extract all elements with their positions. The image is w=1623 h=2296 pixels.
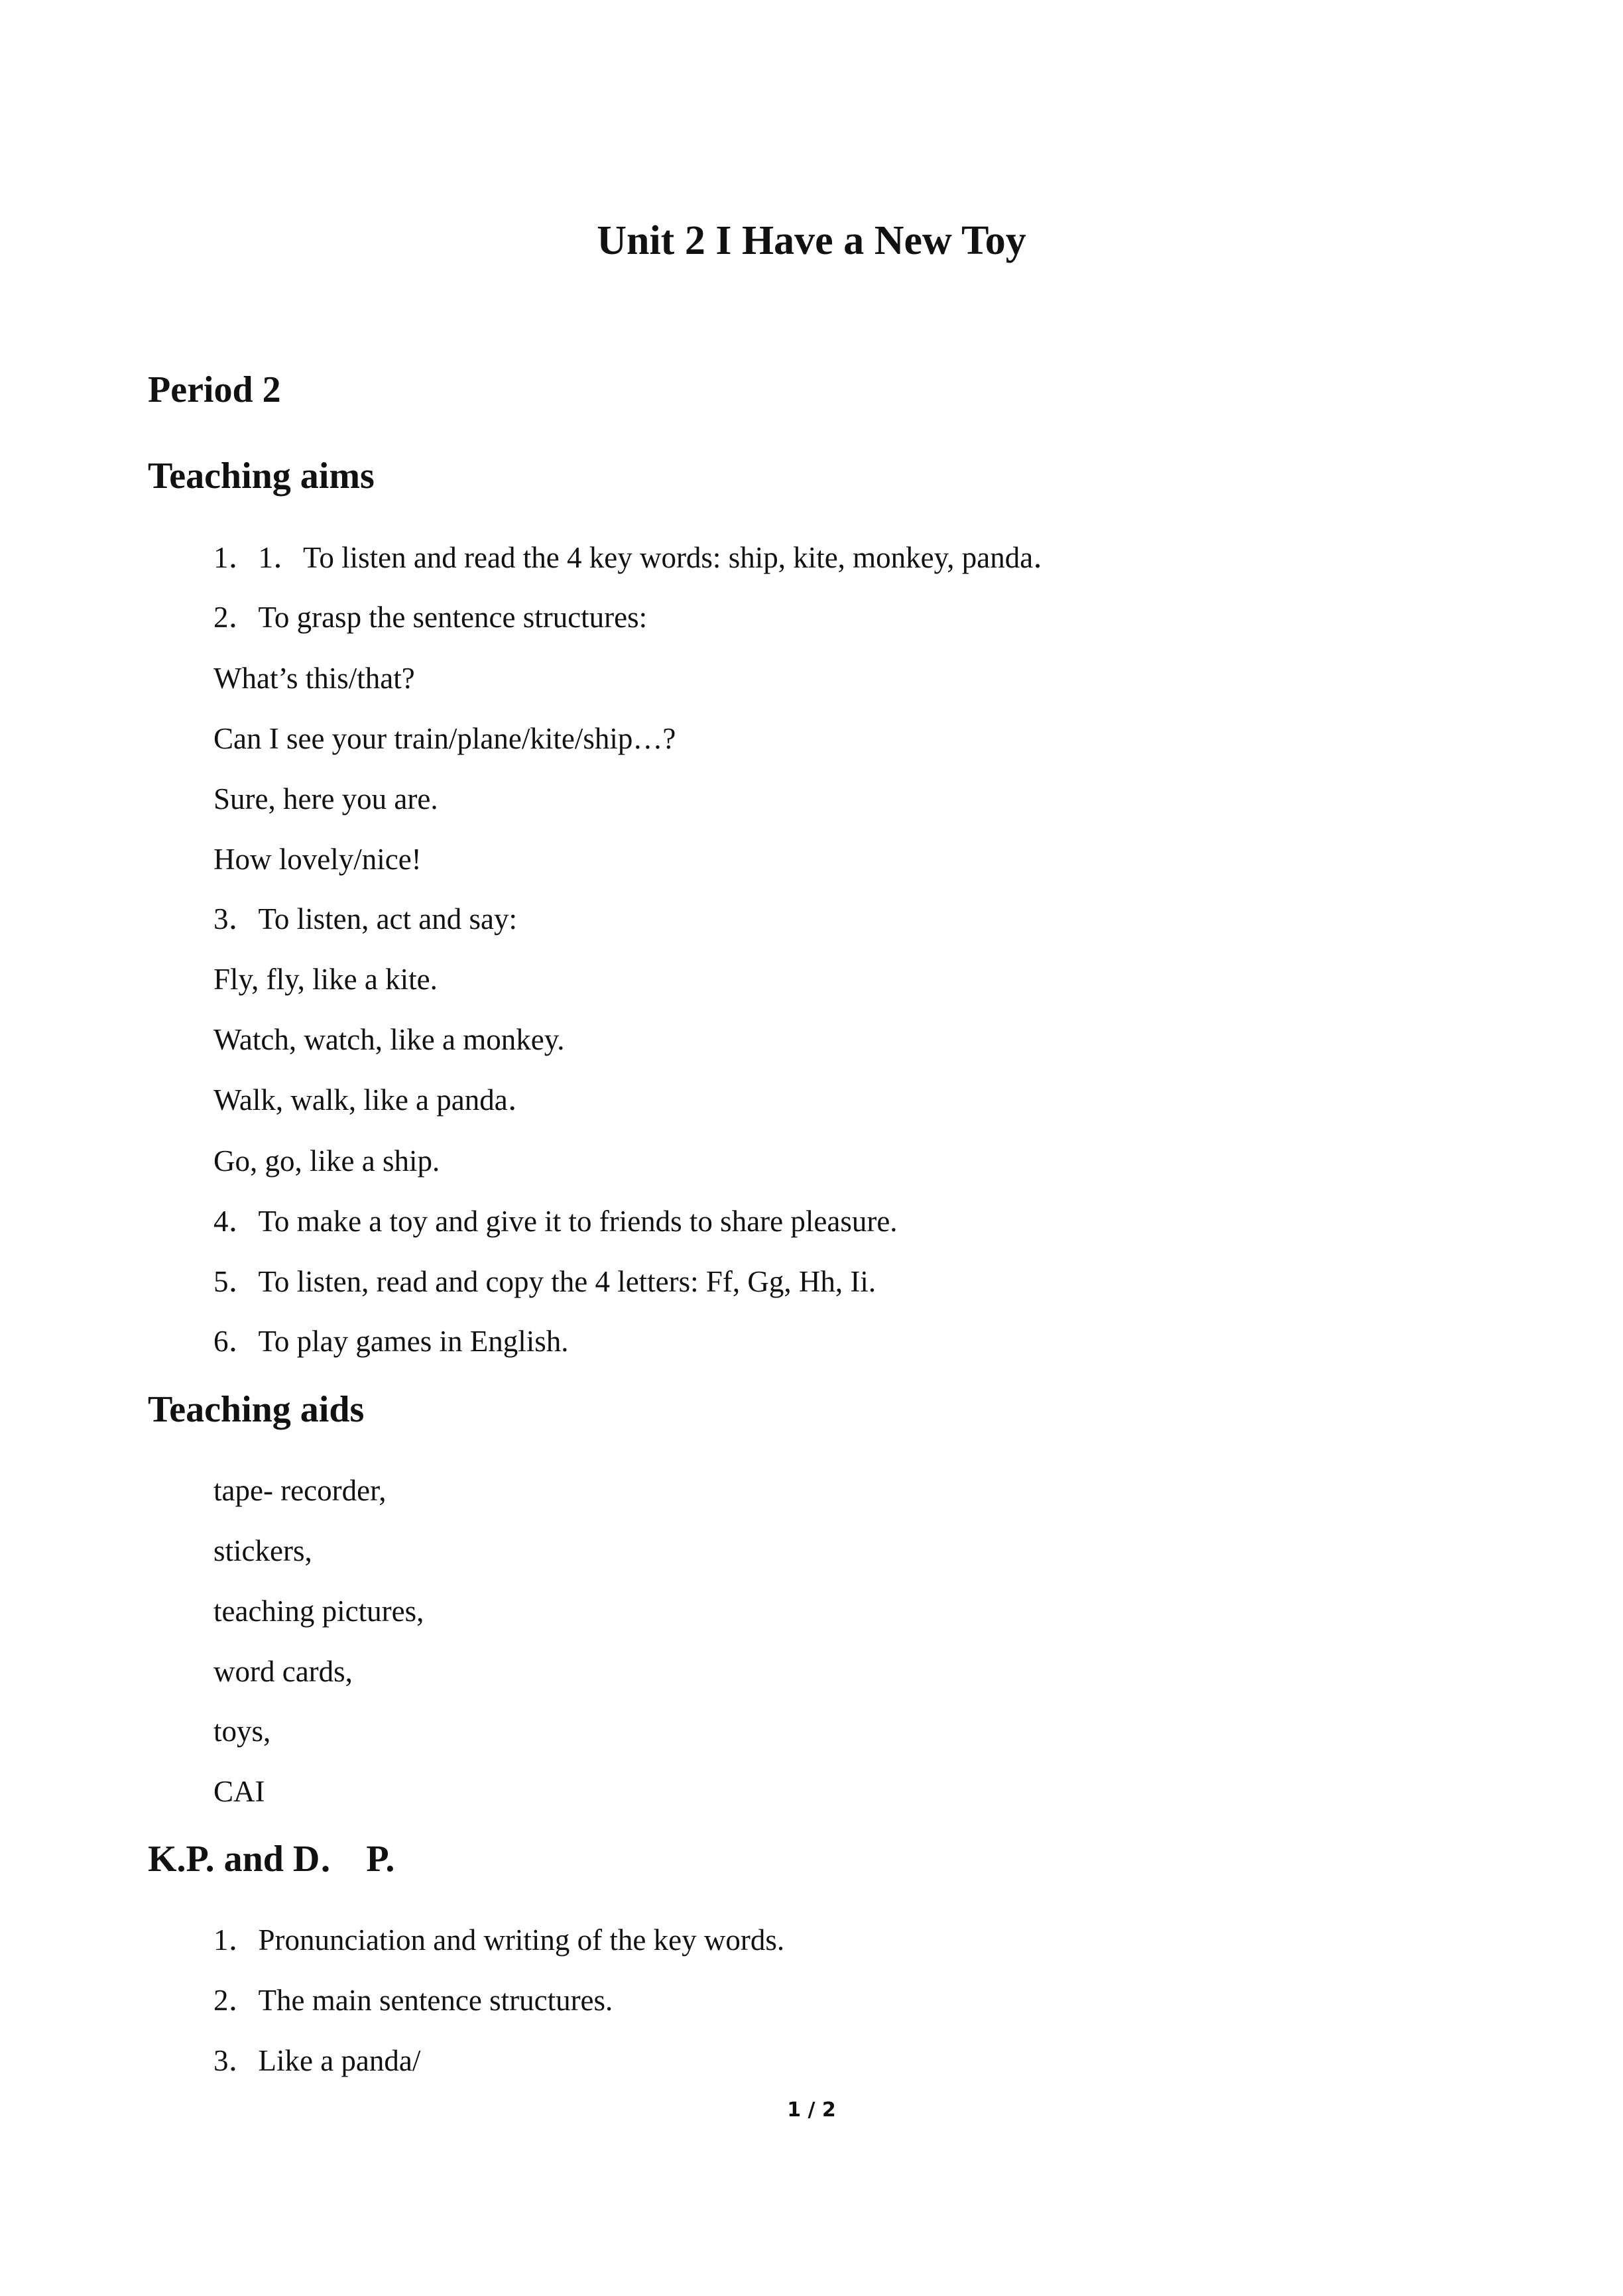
teaching-aims-line: Watch, watch, like a monkey. <box>213 1023 565 1056</box>
teaching-aids-line: word cards, <box>213 1655 353 1688</box>
kp-dp-line: 2．The main sentence structures. <box>213 1984 613 2017</box>
teaching-aims-line: Sure, here you are. <box>213 782 438 816</box>
teaching-aims-line: Can I see your train/plane/kite/ship…? <box>213 722 676 755</box>
kp-dp-line: 3．Like a panda/ <box>213 2044 421 2077</box>
teaching-aims-heading: Teaching aims <box>148 455 375 497</box>
teaching-aims-line: Go, go, like a ship. <box>213 1144 440 1178</box>
teaching-aims-line: 3．To listen, act and say: <box>213 902 517 936</box>
teaching-aids-line: stickers, <box>213 1534 312 1567</box>
kp-dp-heading: K.P. and D． P. <box>148 1839 395 1880</box>
kp-dp-line: 1．Pronunciation and writing of the key words. <box>213 1923 785 1957</box>
teaching-aids-line: toys, <box>213 1715 271 1748</box>
teaching-aims-line: What’s this/that? <box>213 662 415 695</box>
teaching-aids-line: tape- recorder, <box>213 1474 387 1507</box>
teaching-aims-line: How lovely/nice! <box>213 843 422 876</box>
teaching-aims-line: Fly, fly, like a kite. <box>213 963 438 996</box>
teaching-aims-line: 1．1．To listen and read the 4 key words: ship, kite, monkey, panda． <box>213 541 1063 574</box>
teaching-aids-line: teaching pictures, <box>213 1595 424 1628</box>
document-title: Unit 2 I Have a New Toy <box>597 218 1026 263</box>
page-number: 1 / 2 <box>787 2098 836 2122</box>
teaching-aids-heading: Teaching aids <box>148 1389 365 1430</box>
teaching-aims-line: 6．To play games in English. <box>213 1325 569 1358</box>
teaching-aims-line: 4．To make a toy and give it to friends to share pleasure. <box>213 1205 898 1238</box>
teaching-aims-line: 2．To grasp the sentence structures: <box>213 601 648 634</box>
teaching-aids-line: CAI <box>213 1775 265 1808</box>
teaching-aims-line: 5．To listen, read and copy the 4 letters: Ff, Gg, Hh, Ii. <box>213 1265 876 1298</box>
teaching-aims-line: Walk, walk, like a panda． <box>213 1083 538 1117</box>
period-heading: Period 2 <box>148 369 281 410</box>
